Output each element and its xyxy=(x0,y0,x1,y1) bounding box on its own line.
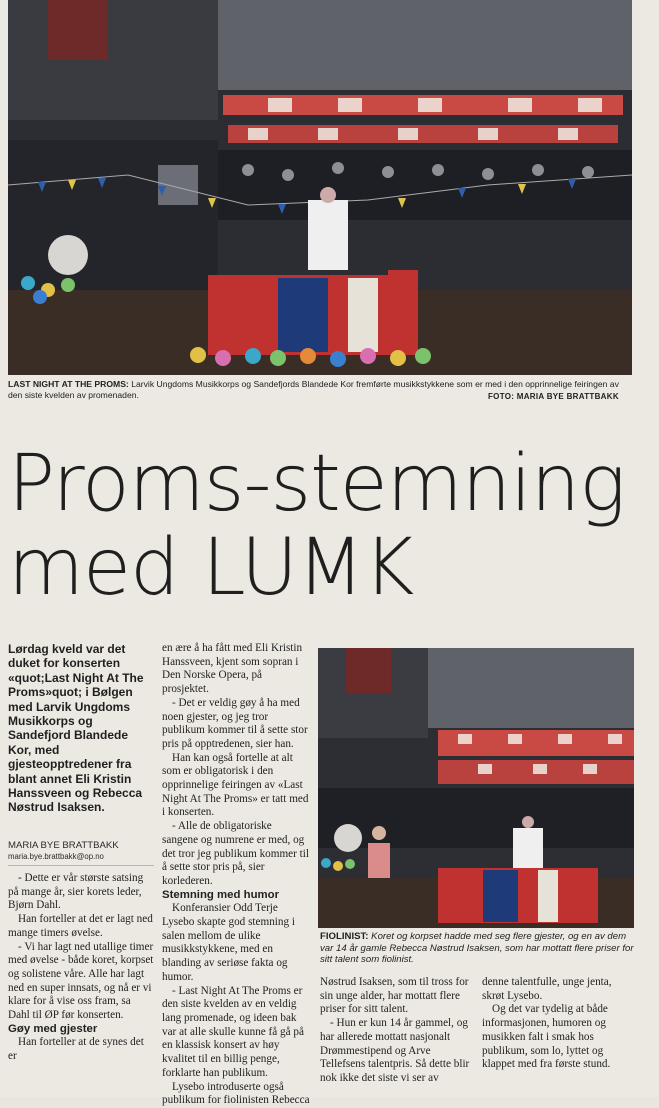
violinist-caption xyxy=(320,931,640,966)
col1-subheading: Gøy med gjester xyxy=(8,1022,98,1035)
top-photo-caption-text: Larvik Ungdoms Musikkorps og Sandefjords Blandede Kor fremførte musikkstykkene som er med i den opprinnelige feiringen av den siste kvelden av promenaden. xyxy=(8,379,619,400)
col2-paragraph-2: - Det er veldig gøy å ha med noen gjester, og jeg tror publikum kommer til å sette stor pris på opptredenen, sier han. xyxy=(162,696,308,750)
col2-paragraph-5: Konferansier Odd Terje Lysebo skapte god stemning i salen mellom de ulike musikkstykkene, med en blanding av seriøse fakta og humor. xyxy=(162,902,295,983)
col2-subheading: Stemning med humor xyxy=(162,888,280,901)
headline xyxy=(8,439,626,613)
byline-name: MARIA BYE BRATTBAKK xyxy=(8,840,119,851)
col4-paragraph-2: Og det var tydelig at både informasjonen, humoren og musikken falt i smak hos publikum, som lo, lyttet og klappet med fra første stund. xyxy=(482,1003,611,1071)
col4-paragraph-1: denne talentfulle, unge jenta, skrøt Lysebo. xyxy=(482,976,612,1002)
col2-paragraph-1: en ære å ha fått med Eli Kristin Hanssveen, kjent som sopran i Den Norske Opera, på prosjektet. xyxy=(162,642,303,696)
col1-paragraph-3: - Vi har lagt ned utallige timer med øvelse - både koret, korpset og solistene våre. Alle har lagt ned en super innsats, og nå er vi klare for å vise oss fram, sa Dahl til ØP før konserten. xyxy=(8,940,154,1022)
violinist-caption-text: Koret og korpset hadde med seg flere gjester, og en av dem var 14 år gamle Rebecca Nøstrud Isaksen, som har mottatt flere priser for sitt talent som fiolinist. xyxy=(320,931,634,966)
byline-divider xyxy=(8,865,154,866)
headline-line-1: Proms-stemning xyxy=(8,439,626,529)
column-4 xyxy=(482,976,632,1072)
col2-paragraph-4: - Alle de obligatoriske sangene og numrene er med, og det tror jeg publikum kommer til å sette stor pris på, sier korlederen. xyxy=(162,820,309,887)
headline-line-2: med LUMK xyxy=(8,523,414,613)
lead-paragraph: Lørdag kveld var det duket for konserten «quot;Last Night At The Proms»quot; i Bølgen med Larvik Ungdoms Musikkorps og Sandefjord Blandede Kor, med gjesteopptredener fra blant annet Eli Kristin Hanssveen og Rebecca Nøstrud Isaksen. xyxy=(8,642,144,815)
violinist-photo-illustration xyxy=(318,648,634,928)
concert-photo-illustration xyxy=(8,0,632,375)
photo-credit: FOTO: MARIA BYE BRATTBAKK xyxy=(488,392,619,401)
concert-photo xyxy=(8,0,632,375)
top-photo-caption-label: LAST NIGHT AT THE PROMS: xyxy=(8,379,129,389)
byline xyxy=(8,840,158,862)
column-1 xyxy=(8,872,154,1064)
col2-paragraph-6: - Last Night At The Proms er den siste kvelden av en veldig lang promenade, og ideen bak var at alle skulle kunne få gå på en klassisk konsert av høy kvalitet til en billig penge, forklarte han publikum. xyxy=(162,984,304,1079)
byline-email: maria.bye.brattbakk@op.no xyxy=(8,852,104,861)
col1-paragraph-4: Han forteller at de synes det er xyxy=(8,1036,144,1063)
col1-paragraph-1: - Dette er vår største satsing på mange år, sier korets leder, Bjørn Dahl. xyxy=(8,872,144,912)
col3-paragraph-2: - Hun er kun 14 år gammel, og har allerede mottatt nasjonalt Drømmestipend og Arve Tellefsens talentpris. Så dette blir nok ikke det siste vi ser av xyxy=(320,1017,470,1084)
column-2 xyxy=(162,642,310,1108)
col3-paragraph-1: Nøstrud Isaksen, som til tross for sin unge alder, har mottatt flere priser for sitt talent. xyxy=(320,976,469,1016)
violinist-caption-label: FIOLINIST: xyxy=(320,931,369,942)
col2-paragraph-3: Han kan også fortelle at alt som er obligatorisk i den opprinnelige feiringen av «Last Night At The Proms» er tatt med i konserten. xyxy=(162,751,309,819)
col2-paragraph-7: Lysebo introduserte også publikum for fiolinisten Rebecca xyxy=(162,1080,310,1107)
column-3 xyxy=(320,976,472,1086)
violinist-photo xyxy=(318,648,634,928)
col1-paragraph-2: Han forteller at det er lagt ned mange timers øvelse. xyxy=(8,913,153,939)
